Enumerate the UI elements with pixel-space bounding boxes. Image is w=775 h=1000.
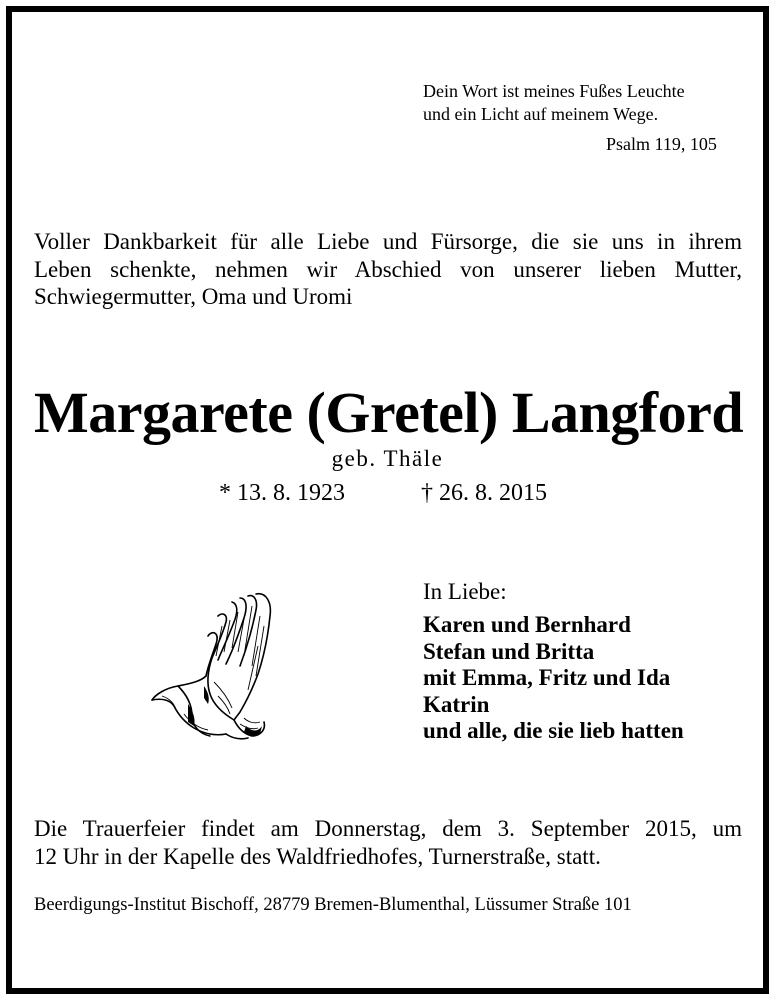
mourner-entry: und alle, die sie lieb hatten <box>423 718 684 743</box>
service-line: 12 Uhr in der Kapelle des Waldfriedhofes, Turnerstraße, statt. <box>34 844 601 869</box>
intro-line: Schwiegermutter, Oma und Uromi <box>34 284 353 309</box>
funeral-service-info <box>34 815 742 871</box>
mourners-heading: In Liebe: <box>423 579 507 604</box>
bible-verse-line-2: und ein Licht auf meinem Wege. <box>423 104 659 124</box>
death-date: † 26. 8. 2015 <box>421 480 547 506</box>
intro-paragraph <box>34 228 742 311</box>
mourners-list <box>423 612 684 745</box>
intro-line: Leben schenkte, nehmen wir Abschied von unserer lieben Mutter, <box>34 256 742 282</box>
bible-verse-reference: Psalm 119, 105 <box>606 134 717 154</box>
mourner-entry: Karen und Bernhard <box>423 612 631 637</box>
deceased-name: Margarete (Gretel) Langford <box>34 380 744 445</box>
bible-verse-line-1: Dein Wort ist meines Fußes Leuchte <box>423 81 685 101</box>
birth-name: geb. Thäle <box>331 446 444 471</box>
undertaker-address: Beerdigungs-Institut Bischoff, 28779 Bremen-Blumenthal, Lüssumer Straße 101 <box>34 895 632 915</box>
praying-hands-icon <box>148 586 278 746</box>
intro-line: Voller Dankbarkeit für alle Liebe und Fürsorge, die sie uns in ihrem <box>34 229 742 254</box>
birth-date: * 13. 8. 1923 <box>219 480 345 506</box>
service-line: Die Trauerfeier findet am Donnerstag, dem 3. September 2015, um <box>34 816 742 841</box>
mourner-entry: Stefan und Britta <box>423 638 595 664</box>
mourner-entry: mit Emma, Fritz und Ida <box>423 665 671 690</box>
mourner-entry: Katrin <box>423 691 490 717</box>
